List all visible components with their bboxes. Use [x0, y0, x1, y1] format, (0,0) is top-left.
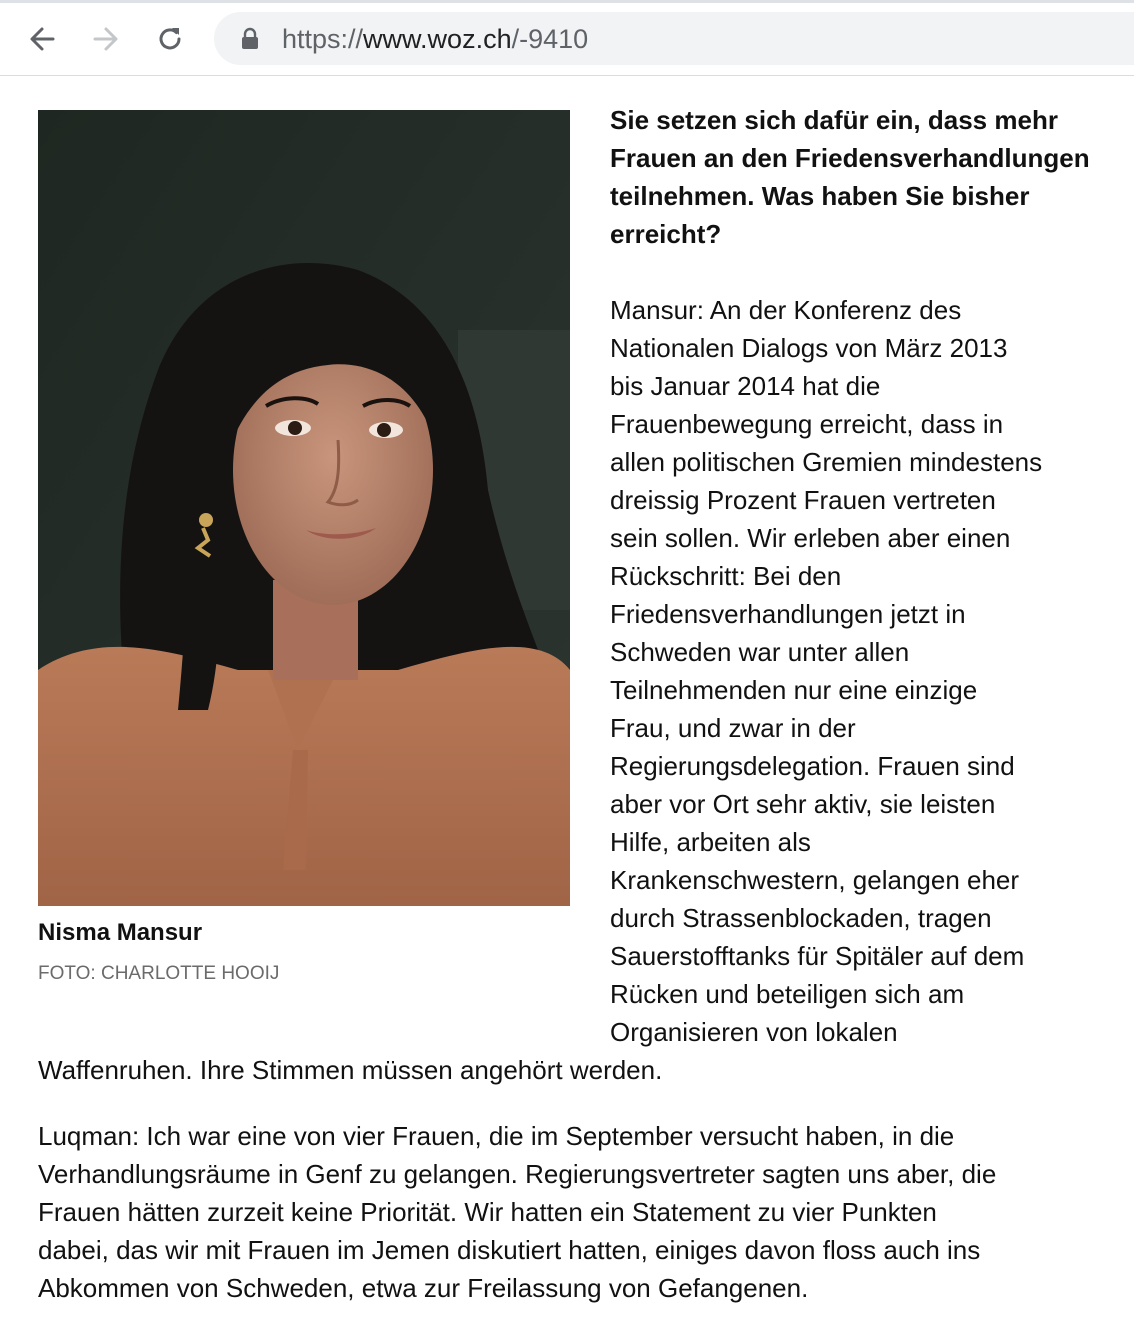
paragraph-line: Abkommen von Schweden, etwa zur Freilassung von Gefangenen.	[38, 1273, 809, 1303]
paragraph-line: Luqman: Ich war eine von vier Frauen, die im September versucht haben, in die	[38, 1121, 955, 1151]
answer-line: Organisieren von lokalen	[610, 1017, 898, 1047]
back-arrow-icon	[27, 24, 57, 54]
back-button[interactable]	[22, 19, 62, 59]
answer-line: Regierungsdelegation. Frauen sind	[610, 751, 1015, 781]
forward-arrow-icon	[91, 24, 121, 54]
address-bar[interactable]	[214, 12, 1134, 65]
browser-toolbar	[0, 0, 1134, 76]
answer-line: Frau, und zwar in der	[610, 713, 856, 743]
answer-line: Hilfe, arbeiten als	[610, 827, 811, 857]
answer-line: dreissig Prozent Frauen vertreten	[610, 485, 996, 515]
paragraph-line: dabei, das wir mit Frauen im Jemen diskutiert hatten, einiges davon floss auch ins	[38, 1235, 981, 1265]
answer-line: bis Januar 2014 hat die	[610, 371, 881, 401]
lock-icon	[240, 27, 260, 49]
url-host: www.woz.ch	[363, 24, 512, 54]
portrait-photo	[38, 110, 570, 906]
answer-line: Teilnehmenden nur eine einzige	[610, 675, 978, 705]
portrait-illustration	[38, 110, 570, 906]
answer-line: Friedensverhandlungen jetzt in	[610, 599, 966, 629]
photo-credit: FOTO: CHARLOTTE HOOIJ	[38, 963, 280, 984]
interview-question: Sie setzen sich dafür ein, dass mehr Frauen an den Friedensverhandlungen teilnehmen. Was haben Sie bisher erreicht?	[610, 105, 1090, 249]
answer-line: Krankenschwestern, gelangen eher	[610, 865, 1020, 895]
answer-line: Nationalen Dialogs von März 2013	[610, 333, 1008, 363]
answer-line: durch Strassenblockaden, tragen	[610, 903, 992, 933]
interview-answer	[610, 291, 1110, 1051]
url-path: /-9410	[511, 24, 589, 54]
luqman-paragraph	[38, 1117, 1098, 1307]
answer-line: Sauerstofftanks für Spitäler auf dem	[610, 941, 1025, 971]
answer-line: aber vor Ort sehr aktiv, sie leisten	[610, 789, 996, 819]
answer-continuation: Waffenruhen. Ihre Stimmen müssen angehört werden.	[38, 1055, 663, 1085]
answer-line: Rücken und beteiligen sich am	[610, 979, 965, 1009]
photo-caption-name: Nisma Mansur	[38, 919, 203, 946]
answer-line: Mansur: An der Konferenz des	[610, 295, 962, 325]
url-text[interactable]	[282, 23, 588, 55]
reload-icon	[155, 24, 185, 54]
paragraph-line: Verhandlungsräume in Genf zu gelangen. Regierungsvertreter sagten uns aber, die	[38, 1159, 997, 1189]
paragraph-line: Frauen hätten zurzeit keine Priorität. Wir hatten ein Statement zu vier Punkten	[38, 1197, 937, 1227]
answer-line: sein sollen. Wir erleben aber einen	[610, 523, 1011, 553]
answer-line: Schweden war unter allen	[610, 637, 910, 667]
url-scheme: https://	[282, 24, 364, 54]
reload-button[interactable]	[150, 19, 190, 59]
answer-line: allen politischen Gremien mindestens	[610, 447, 1043, 477]
forward-button[interactable]	[86, 19, 126, 59]
answer-line: Rückschritt: Bei den	[610, 561, 842, 591]
answer-line: Frauenbewegung erreicht, dass in	[610, 409, 1004, 439]
